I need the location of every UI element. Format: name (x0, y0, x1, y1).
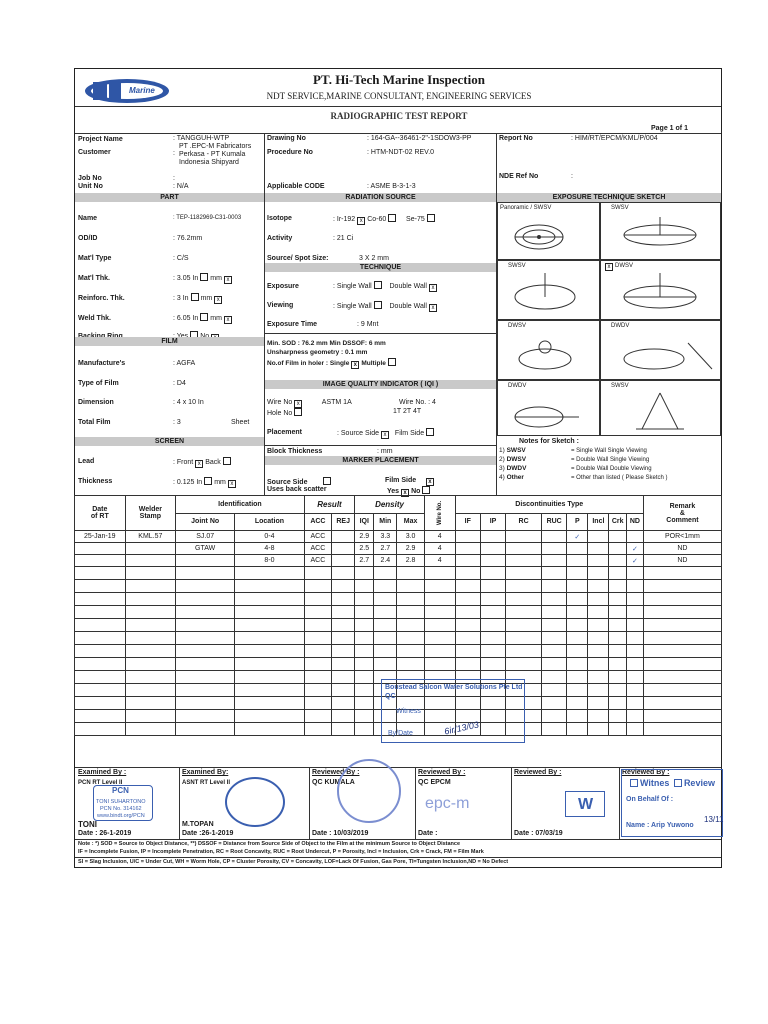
isotope-value: : Ir-192 x Co-60 Se-75 (333, 214, 437, 225)
manufacture-value: : AGFA (173, 360, 196, 367)
back-scatter-value: Yes x No (387, 486, 432, 497)
part-name-value: : TEP-1182969-C31-0003 (173, 215, 242, 221)
wire-no-row: Wire No x ASTM 1A (267, 399, 352, 407)
wire-count: Wire No. : 4 (399, 399, 436, 406)
activity-label: Activity (267, 235, 293, 242)
sketch-label: DWSV (508, 323, 526, 329)
hitech-seal (225, 777, 285, 827)
table-header-row-1 (75, 496, 722, 514)
mat-type-label: Mat'l Type (78, 255, 112, 262)
sketch-dwsv-label: x DWSV (603, 262, 633, 271)
weld-value: : 6.05 In mm x (173, 313, 234, 324)
exposure-time-value: : 9 Mnt (357, 321, 379, 328)
films-in-holder: No.of Film in holer : Single x Multiple (267, 358, 398, 369)
sketch-label: SWSV (611, 383, 629, 389)
mat-thk-label: Mat'l Thk. (78, 275, 110, 282)
part-header: PART (75, 193, 264, 202)
dimension-label: Dimension (78, 399, 114, 406)
lead-value: : Front x Back (173, 457, 233, 468)
sketch-dwsv-2 (497, 320, 600, 380)
mat-type-value: : C/S (173, 255, 189, 262)
od-label: OD/ID (78, 235, 98, 242)
examiner-2-name: M.TOPAN (182, 821, 214, 828)
table-row (75, 580, 722, 593)
drawing-no-value: : 164-GA--36461-2"-1SDOW3-PP (367, 135, 472, 142)
col-rc: RC (506, 513, 542, 531)
reviewed-by-4: Reviewed By : (622, 769, 670, 776)
col-wire: Wire No. (424, 496, 455, 531)
iqi-header: IMAGE QUALITY INDICATOR ( IQI ) (265, 380, 496, 389)
asnt-level: ASNT RT Level II (182, 780, 231, 786)
mat-thk-value: : 3.05 In mm x (173, 273, 234, 284)
code-label: Applicable CODE (267, 183, 325, 190)
sketch-label: SWSV (508, 263, 526, 269)
exposure-time-label: Exposure Time (267, 321, 318, 328)
sketch-dwdv-1 (600, 320, 721, 380)
col-incl: Incl (588, 513, 609, 531)
project-name-label: Project Name (78, 136, 123, 143)
table-row (75, 567, 722, 580)
back-scatter-label: Uses back scatter (267, 486, 327, 493)
footer-note-1: Note : *) SOD = Source to Object Distance, **) DSSOF = Distance from Source Side of Object to the Film at the minimum Source to Object Distance (78, 841, 461, 847)
customer-line-1: PT .EPC-M Fabricators (179, 143, 252, 150)
screen-thickness-value: : 0.125 In mm x (173, 477, 238, 488)
sod-value: Min. SOD : 76.2 mm Min DSSOF: 6 mm (267, 340, 386, 347)
kumala-seal (337, 759, 401, 823)
col-welder: Welder Stamp (125, 496, 176, 531)
exposure-label: Exposure (267, 283, 299, 290)
reviewer-4-date: 13/11 (704, 815, 724, 824)
col-joint: Joint No (176, 513, 235, 531)
part-name-label: Name (78, 215, 98, 222)
dimension-value: : 4 x 10 In (173, 399, 204, 406)
witness-w-stamp (565, 791, 605, 817)
boustead-date: By/Date (388, 730, 413, 737)
col-location: Location (235, 513, 305, 531)
viewing-label: Viewing (267, 302, 294, 309)
procedure-no-value: : HTM-NDT-02 REV.0 (367, 149, 435, 156)
col-acc: ACC (304, 513, 331, 531)
placement-label: Placement (267, 429, 303, 436)
col-crk: Crk (609, 513, 627, 531)
col-rej: REJ (332, 513, 355, 531)
col-nd: ND (627, 513, 644, 531)
note-line: 3) DWDV (499, 465, 527, 472)
sketch-swsv-2 (497, 260, 600, 320)
od-value: : 76.2mm (173, 235, 203, 242)
film-header: FILM (75, 337, 264, 346)
reinf-value: : 3 In mm x (173, 293, 224, 304)
marker-source-side: Source Side (267, 477, 333, 487)
col-date: Date of RT (75, 496, 126, 531)
sketch-swsv-1 (600, 202, 721, 260)
col-density: Density (355, 496, 425, 514)
sketch-label: SWSV (611, 205, 629, 211)
col-iqi: IQI (355, 513, 374, 531)
report-title: RADIOGRAPHIC TEST REPORT (330, 111, 468, 121)
col-result: Result (304, 496, 355, 514)
nde-ref-value: : (571, 173, 573, 180)
col-ruc: RUC (542, 513, 567, 531)
note-desc: = Single Wall Single Viewing (571, 448, 647, 454)
sketch-header: EXPOSURE TECHNIQUE SKETCH (497, 193, 721, 202)
table-row (75, 593, 722, 606)
note-desc: = Double Wall Single Viewing (571, 457, 650, 463)
total-film-label: Total Film (78, 419, 111, 426)
drawing-no-label: Drawing No (267, 135, 306, 142)
col-if: IF (455, 513, 480, 531)
unsharpness-value: Unsharpness geometry : 0.1 mm (267, 349, 368, 356)
col-ip: IP (480, 513, 505, 531)
sketch-dwdv-2 (497, 380, 600, 436)
spot-value: 3 X 2 mm (359, 255, 389, 262)
unit-no-label: Unit No (78, 183, 103, 190)
table-row (75, 645, 722, 658)
weld-label: Weld Thk. (78, 315, 111, 322)
table-row (75, 619, 722, 632)
note-line: 1) SWSV (499, 447, 526, 454)
boustead-stamp (381, 679, 525, 743)
sketch-label: DWDV (508, 383, 527, 389)
procedure-no-label: Procedure No (267, 149, 313, 156)
col-min: Min (374, 513, 397, 531)
isotope-label: Isotope (267, 215, 292, 222)
note-desc: = Double Wall Double Viewing (571, 466, 652, 472)
col-max: Max (397, 513, 424, 531)
on-behalf-label: On Behalf Of : (626, 796, 674, 803)
boustead-witness: Witness (396, 708, 421, 715)
report-no-label: Report No (499, 135, 533, 142)
exposure-value: : Single Wall Double Wall x (333, 281, 439, 292)
placement-value: : Source Side x Film Side (337, 428, 436, 439)
qc-epcm: QC EPCM (418, 779, 451, 786)
examined-by-1: Examined By : (78, 769, 127, 776)
manufacture-label: Manufacture's (78, 360, 126, 367)
total-film-value: : 3 (173, 419, 181, 426)
witness-review-stamp (621, 769, 723, 837)
nde-ref-label: NDE Ref No (499, 173, 539, 180)
reviewer-3-date: Date : 07/03/19 (514, 830, 563, 837)
witness-review-options: Witnes Review (628, 778, 715, 788)
epcm-stamp: epc-m (425, 795, 470, 812)
code-value: : ASME B-3-1-3 (367, 183, 416, 190)
page-number: Page 1 of 1 (651, 125, 688, 132)
notes-title: Notes for Sketch : (519, 438, 579, 445)
pcn-level: PCN RT Level II (78, 780, 123, 786)
hole-values: 1T 2T 4T (393, 408, 422, 415)
report-sheet: Marine PT. Hi-Tech Marine Inspection NDT SERVICE,MARINE CONSULTANT, ENGINEERING SERVICES RADIOGRAPHIC TEST REPORT Page 1 of 1 Project Name : TANGGUH-WTP Customer PT .EPC-M Fabricators Perkasa - PT Kumala Indonesia Shipyard : Job No : Unit No : N/A Drawing No : 164-GA--36461-2"-1SDOW3-PP Procedure No : HTM-NDT-02 REV.0 Applicable CODE : ASME B-3-1-3 Report No : HIM/RT/EPCM/KML/P/004 NDE Ref No : PART RADIATION SOURCE EXPOSURE TECHNIQUE SKETCH Name : TEP-1182969-C31-0003 OD/ID : 76.2mm Mat'l Type : C/S Mat'l Thk. : 3.05 In mm x Reinforc. Thk. : 3 In mm x Weld Thk. : 6.05 In mm x Isotope : Ir-192 x Co-60 Se-75 Activity : 21 Ci Source/ Spot Size: 3 X 2 mm TECHNIQUE Exposure : Single Wall Double Wall x Viewing : Single Wall Double Wall x Exposure Time : 9 Mnt Min. SOD : 76.2 mm Min DSSOF: 6 mm Unsharpness geometry : 0.1 mm No.of Film in holer : Single x Multiple FILM Manufacture's : AGFA Type of Film : D4 Dimension : 4 x 10 In Total Film : 3 Sheet IMAGE QUALITY INDICATOR ( IQI ) Wire No x ASTM 1A Wire No. : 4 Hole No 1T 2T 4T Placement : Source Side x Film Side SCREEN Lead : Front x Back Thickness : 0.125 In mm x Block Thickness : mm MARKER PLACEMENT Source Side Film Side x Uses back scatter Yes x No Panoramic / SWSV SWSV SWSV x DWSV DWSV DWDV DWDV SWSV Notes for Sketch : 1) SWSV = Single Wall Single Viewing 2) DWSV = Double Wall Single Viewing 3) DWDV = Double Wall Double Viewing 4) Other = Other than listed ( Please Sketch ) Date of RT Welder Stamp Identification Result Density Wire No. Discontinuities Type Remark & Comment Joint No Location ACC REJ IQI Min Max IF IP RC RUC P Incl Crk ND 25-Jan-19 KML.57 SJ.07 0-4 ACC 2.9 3.3 3.0 4 ✓ POR<1mm GTAW 4-8 ACC 2.5 2.7 2.9 4 ✓ ND 8-0 ACC 2.7 2.4 2.8 4 ✓ ND Boustead Salcon Water Solutions Pte Ltd QC Witness By/Date 6ir/13/03 Examined By : PCN RT Level II PCN TONI SUHARTONO PCN No. 314162 www.bindt.org/PCN TONI Date : 26-1-2019 Examined By: ASNT RT Level II M.TOPAN Date :26-1-2019 Reviewed By : QC KUMALA Date : 10/03/2019 Reviewed By : QC EPCM epc-m Date : Reviewed By : W Date : 07/03/19 Reviewed By : Witnes Review On Behalf Of : Name : Arip Yuwono 13/11 Note : *) SOD = Source to Object Distance, **) DSSOF = Distance from Source Side of Object to the Film at the minimum Source to Object Distance IF = Incomplete Fusion, IP = Incomplete Penetration, RC = Root Concavity, RUC = Root Undercut, P = Porosity, Incl = Inclusion, Crk = Crack, FM = Film Mark SI = Slag Inclusion, U/C = Under Cut, WH = Worm Hole, CP = Cluster Porosity, CV = Concavity, LOF=Lack Of Fusion, Gas Pore, TI=Tungsten Inclusion,ND = No Defect (74, 68, 722, 868)
sketch-panoramic (497, 202, 600, 260)
pcn-stamp-web: www.bindt.org/PCN (97, 813, 145, 819)
logo-text: Marine (129, 86, 155, 95)
pcn-stamp-number: PCN No. 314162 (100, 806, 142, 812)
marker-header: MARKER PLACEMENT (265, 456, 496, 465)
screen-thickness-label: Thickness (78, 478, 113, 485)
qc-kumala: QC KUMALA (312, 779, 355, 786)
sketch-label: DWDV (611, 323, 630, 329)
hole-no-row: Hole No (267, 408, 304, 418)
job-no-label: Job No (78, 175, 102, 182)
viewing-value: : Single Wall Double Wall x (333, 301, 439, 312)
unit-no-value: : N/A (173, 183, 189, 190)
col-p: P (567, 513, 588, 531)
report-no-value: : HIM/RT/EPCM/KML/P/004 (571, 135, 658, 142)
table-row: 25-Jan-19 KML.57 SJ.07 0-4 ACC 2.9 3.3 3.0 4 ✓ POR<1mm (75, 531, 722, 543)
radiation-header: RADIATION SOURCE (265, 193, 496, 202)
reviewer-4-name: Name : Arip Yuwono (626, 822, 694, 829)
witness-w-text: W (578, 796, 594, 813)
sketch-swsv-3 (600, 380, 721, 436)
screen-header: SCREEN (75, 437, 264, 446)
reviewed-by-1: Reviewed By : (312, 769, 360, 776)
lead-label: Lead (78, 458, 95, 465)
table-row: GTAW 4-8 ACC 2.5 2.7 2.9 4 ✓ ND (75, 543, 722, 555)
note-desc: = Other than listed ( Please Sketch ) (571, 475, 668, 481)
block-thickness-label: Block Thickness (267, 448, 323, 455)
note-line: 2) DWSV (499, 456, 527, 463)
reviewed-by-3: Reviewed By : (514, 769, 562, 776)
block-thickness-value: : mm (377, 448, 393, 455)
col-remark: Remark & Comment (643, 496, 721, 531)
reviewer-1-date: Date : 10/03/2019 (312, 830, 369, 837)
customer-line-3: Indonesia Shipyard (179, 159, 239, 166)
activity-value: : 21 Ci (333, 235, 354, 242)
company-services: NDT SERVICE,MARINE CONSULTANT, ENGINEERING SERVICES (266, 91, 532, 101)
sketch-label: Panoramic / SWSV (500, 205, 552, 211)
project-name-value: : TANGGUH-WTP (173, 135, 230, 142)
table-row (75, 632, 722, 645)
reviewed-by-2: Reviewed By : (418, 769, 466, 776)
note-line: 4) Other (499, 474, 524, 481)
footer-note-3: SI = Slag Inclusion, U/C = Under Cut, WH = Worm Hole, CP = Cluster Porosity, CV = Concavity, LOF=Lack Of Fusion, Gas Pore, TI=Tungsten Inclusion,ND = No Defect (78, 859, 509, 865)
pcn-stamp-title: PCN (112, 786, 129, 795)
examined-by-2: Examined By: (182, 769, 229, 776)
examiner-1-date: Date : 26-1-2019 (78, 830, 132, 837)
pcn-stamp (93, 785, 153, 821)
customer-line-2: Perkasa - PT Kumala (179, 151, 246, 158)
film-type-value: : D4 (173, 380, 186, 387)
marker-film-side: Film Side x (385, 477, 436, 486)
col-identification: Identification (176, 496, 305, 514)
boustead-signature: 6ir/13/03 (443, 719, 480, 737)
table-row: 8-0 ACC 2.7 2.4 2.8 4 ✓ ND (75, 555, 722, 567)
job-no-value: : (173, 175, 175, 182)
table-row (75, 658, 722, 671)
footer-note-2: IF = Incomplete Fusion, IP = Incomplete Penetration, RC = Root Concavity, RUC = Root Undercut, P = Porosity, Incl = Inclusion, Crk = Crack, FM = Film Mark (78, 849, 484, 855)
examiner-2-date: Date :26-1-2019 (182, 830, 234, 837)
reviewer-2-date: Date : (418, 830, 438, 837)
pcn-stamp-name: TONI SUHARTONO (96, 799, 146, 805)
total-film-unit: Sheet (231, 419, 250, 426)
reinf-label: Reinforc. Thk. (78, 295, 125, 302)
customer-label: Customer (78, 149, 111, 156)
film-type-label: Type of Film (78, 380, 119, 387)
spot-label: Source/ Spot Size: (267, 255, 329, 262)
sketch-dwsv-1 (600, 260, 721, 320)
col-discontinuities: Discontinuities Type (455, 496, 643, 514)
company-name: PT. Hi-Tech Marine Inspection (313, 72, 485, 87)
table-row (75, 606, 722, 619)
technique-header: TECHNIQUE (265, 263, 496, 272)
boustead-stamp-text: Boustead Salcon Water Solutions Pte Ltd QC (385, 684, 523, 700)
examiner-1-name: TONI (78, 820, 97, 829)
